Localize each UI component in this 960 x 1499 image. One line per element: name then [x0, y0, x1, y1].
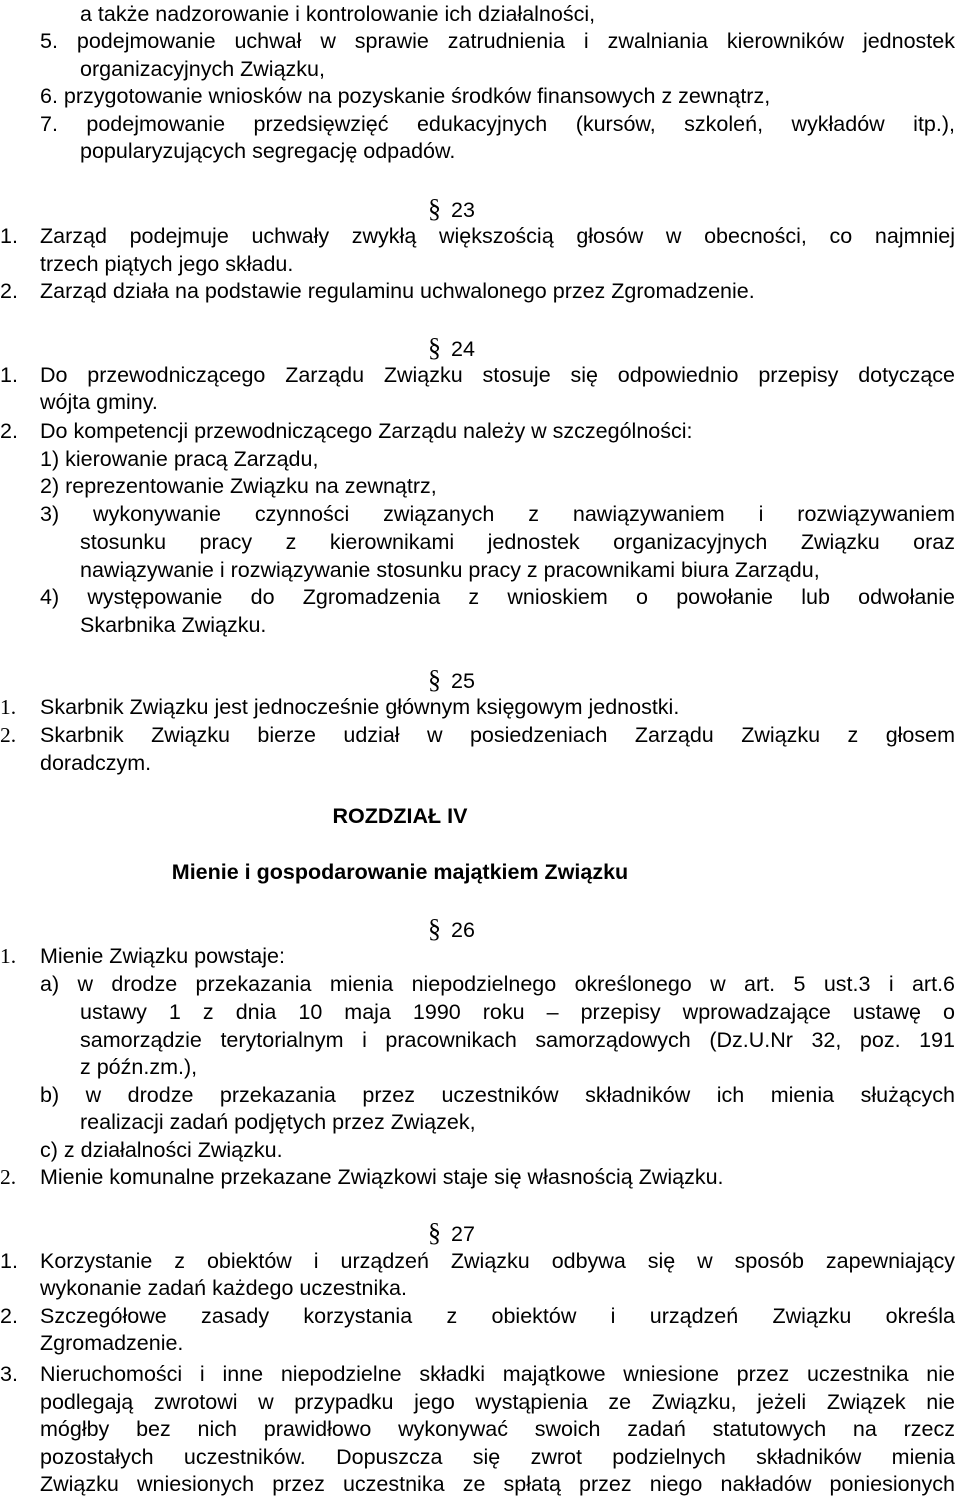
item-number: 5.: [40, 29, 58, 53]
paragraph-number: 2.: [0, 1304, 18, 1328]
section-number: 24: [451, 337, 475, 361]
text-line: 3) wykonywanie czynności związanych z nawiązywaniem i rozwiązywaniem: [40, 502, 955, 526]
text-line: [80, 1026, 955, 1054]
text-line: Do przewodniczącego Zarządu Związku stosuje się odpowiednio przepisy dotyczące: [40, 363, 955, 387]
section-mark: §: [428, 665, 441, 694]
text-line: Związku wniesionych przez uczestnika ze spłatą przez niego nakładów poniesionych: [40, 1472, 955, 1496]
text-line: [80, 556, 955, 584]
paragraph-number: 1.: [0, 944, 17, 968]
text-line: Mienie komunalne przekazane Związkowi staje się własnością Związku.: [40, 1165, 724, 1189]
text-line: [40, 388, 940, 416]
text-line: Zarząd podejmuje uchwały zwykłą większością głosów w obecności, co najmniej: [40, 224, 955, 248]
text-line: ustawy 1 z dnia 10 maja 1990 roku – przepisy wprowadzające ustawę o: [80, 1000, 955, 1024]
paragraph: [0, 1302, 955, 1330]
text-line: realizacji zadań podjętych przez Związek,: [80, 1110, 476, 1134]
item-number: 6.: [40, 84, 58, 108]
text-line: Nieruchomości i inne niepodzielne składki majątkowe wniesione przez uczestnika nie: [40, 1362, 955, 1386]
list-item: [40, 445, 940, 473]
section-heading: [428, 1219, 475, 1247]
text-line: Skarbnik Związku jest jednocześnie głównym księgowym jednostki.: [40, 695, 680, 719]
list-item: [80, 0, 880, 28]
text-line: [40, 1388, 955, 1416]
text-line: Skarbnika Związku.: [80, 613, 267, 637]
text-line: Skarbnik Związku bierze udział w posiedzeniach Zarządu Związku z głosem: [40, 723, 955, 747]
text-line: a także nadzorowanie i kontrolowanie ich działalności,: [80, 2, 596, 26]
section-mark: §: [428, 194, 441, 223]
paragraph-number: 2.: [0, 279, 18, 303]
paragraph: [0, 721, 955, 749]
list-item: [40, 472, 940, 500]
paragraph: [0, 277, 900, 305]
section-number: 27: [451, 1222, 475, 1246]
list-item: [40, 27, 955, 55]
text-line: c) z działalności Związku.: [40, 1138, 283, 1162]
section-number: 26: [451, 918, 475, 942]
text-line: doradczym.: [40, 751, 152, 775]
paragraph-number: 2.: [0, 1165, 17, 1189]
text-line: stosunku pracy z kierownikami jednostek organizacyjnych Związku oraz: [80, 530, 955, 554]
text-line: [80, 611, 880, 639]
paragraph: [0, 942, 900, 970]
list-item: [40, 583, 955, 611]
section-mark: §: [428, 1218, 441, 1247]
text-line: podejmowanie przedsięwzięć edukacyjnych (kursów, szkoleń, wykładów itp.),: [86, 112, 955, 136]
list-item: [40, 1136, 840, 1164]
paragraph: [0, 693, 900, 721]
text-line: podlegają zwrotowi w przypadku jego wystąpienia ze Związku, jeżeli Związek nie: [40, 1390, 955, 1414]
paragraph: [0, 222, 955, 250]
text-line: przygotowanie wniosków na pozyskanie środków finansowych z zewnątrz,: [63, 84, 771, 108]
paragraph: [0, 361, 955, 389]
chapter-subtitle: Mienie i gospodarowanie majątkiem Związku: [171, 860, 629, 884]
text-line: [40, 1274, 940, 1302]
text-line: [80, 1053, 880, 1081]
text-line: [40, 1470, 955, 1498]
section-number: 25: [451, 669, 475, 693]
paragraph: [0, 417, 900, 445]
text-line: [80, 1108, 880, 1136]
text-line: pozostałych uczestników. Dopuszcza się zwrot podzielnych składników mienia: [40, 1445, 955, 1469]
text-line: [80, 528, 955, 556]
list-item: [40, 82, 940, 110]
chapter-title: ROZDZIAŁ IV: [332, 804, 468, 828]
text-line: wykonanie zadań każdego uczestnika.: [40, 1276, 407, 1300]
text-line: [40, 749, 840, 777]
text-line: Do kompetencji przewodniczącego Zarządu należy w szczególności:: [40, 419, 693, 443]
text-line: wójta gminy.: [40, 390, 158, 414]
text-line: Zarząd działa na podstawie regulaminu uchwalonego przez Zgromadzenie.: [40, 279, 755, 303]
text-line: 4) występowanie do Zgromadzenia z wnioskiem o powołanie lub odwołanie: [40, 585, 955, 609]
section-heading: [428, 915, 475, 943]
text-line: [80, 137, 880, 165]
text-line: Szczegółowe zasady korzystania z obiektów i urządzeń Związku określa: [40, 1304, 955, 1328]
text-line: [40, 1443, 955, 1471]
section-mark: §: [428, 333, 441, 362]
text-line: [80, 55, 880, 83]
text-line: a) w drodze przekazania mienia niepodzielnego określonego w art. 5 ust.3 i art.6: [40, 972, 955, 996]
paragraph-number: 3.: [0, 1362, 18, 1386]
paragraph-number: 1.: [0, 363, 18, 387]
text-line: 2) reprezentowanie Związku na zewnątrz,: [40, 474, 437, 498]
list-item: [40, 1081, 955, 1109]
section-mark: §: [428, 914, 441, 943]
text-line: mógłby bez nich prawidłowo wykonywać swoich zadań statutowych na rzecz: [40, 1417, 955, 1441]
section-number: 23: [451, 198, 475, 222]
paragraph: [0, 1163, 900, 1191]
text-line: samorządzie terytorialnym i pracownikach samorządowych (Dz.U.Nr 32, poz. 191: [80, 1028, 955, 1052]
text-line: [40, 1329, 940, 1357]
text-line: 1) kierowanie pracą Zarządu,: [40, 447, 319, 471]
list-item: [40, 500, 955, 528]
item-number: 7.: [40, 112, 58, 136]
list-item: [40, 110, 955, 138]
paragraph-number: 1.: [0, 1249, 18, 1273]
paragraph-number: 2.: [0, 419, 18, 443]
text-line: [40, 250, 940, 278]
text-line: podejmowanie uchwał w sprawie zatrudnienia i zwalniania kierowników jednostek: [76, 29, 955, 53]
paragraph-number: 1.: [0, 224, 18, 248]
paragraph-number: 1.: [0, 695, 17, 719]
section-heading: [428, 195, 475, 223]
list-item: [40, 970, 955, 998]
paragraph: [0, 1247, 955, 1275]
text-line: z późn.zm.),: [80, 1055, 198, 1079]
text-line: [40, 1415, 955, 1443]
text-line: organizacyjnych Związku,: [80, 57, 325, 81]
text-line: b) w drodze przekazania przez uczestników składników ich mienia służących: [40, 1083, 955, 1107]
paragraph-number: 2.: [0, 723, 17, 747]
text-line: trzech piątych jego składu.: [40, 252, 294, 276]
text-line: nawiązywanie i rozwiązywanie stosunku pracy z pracownikami biura Zarządu,: [80, 558, 820, 582]
text-line: [80, 998, 955, 1026]
paragraph: [0, 1360, 955, 1388]
text-line: Mienie Związku powstaje:: [40, 944, 285, 968]
section-heading: [428, 334, 475, 362]
text-line: Zgromadzenie.: [40, 1331, 184, 1355]
section-heading: [428, 666, 475, 694]
text-line: Korzystanie z obiektów i urządzeń Związku odbywa się w sposób zapewniający: [40, 1249, 955, 1273]
text-line: popularyzujących segregację odpadów.: [80, 139, 456, 163]
